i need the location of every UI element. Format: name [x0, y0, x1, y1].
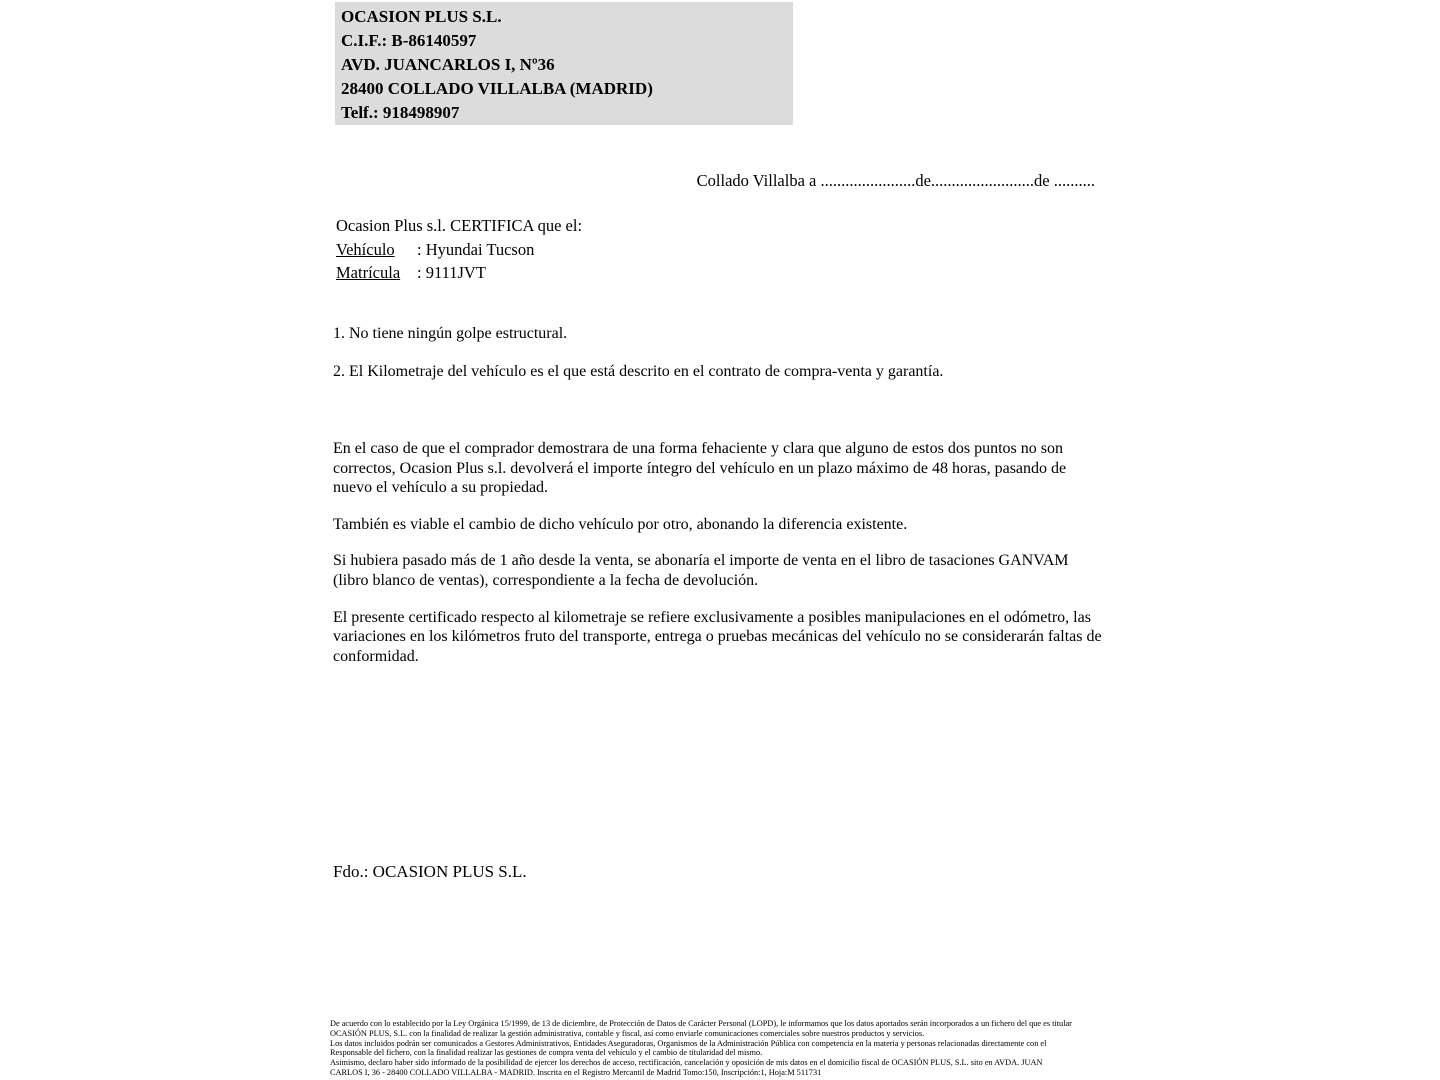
vehicle-value: : Hyundai Tucson — [417, 239, 535, 259]
company-name: OCASION PLUS S.L. — [341, 7, 502, 26]
company-phone: Telf.: 918498907 — [341, 103, 460, 122]
legal-footer-line-3: Los datos incluidos podrán ser comunicados a Gestores Administrativos, Entidades Aseguradoras, Organismos de la Administración Pública con competencia en la materia y personas relacionadas directamente con el — [330, 1038, 1047, 1048]
certification-intro: Ocasion Plus s.l. CERTIFICA que el: — [336, 216, 583, 235]
plate-label: Matrícula — [336, 263, 401, 282]
certified-items — [333, 324, 1108, 382]
terms-paragraph-4: El presente certificado respecto al kilometraje se refiere exclusivamente a posibles manipulaciones en el odómetro, las variaciones en los kilómetros fruto del transporte, entrega o pruebas mecánicas del vehículo no se considerarán faltas de conformidad. — [333, 608, 1102, 665]
date-line: Collado Villalba a .......................de.........................de .......... — [696, 171, 1095, 190]
signature-line: Fdo.: OCASION PLUS S.L. — [333, 862, 527, 881]
company-address: AVD. JUANCARLOS I, Nº36 — [341, 55, 555, 74]
terms-paragraph-2: También es viable el cambio de dicho vehículo por otro, abonando la diferencia existente. — [333, 515, 908, 533]
legal-footer — [330, 1019, 1120, 1078]
certified-item-2: 2. El Kilometraje del vehículo es el que está descrito en el contrato de compra-venta y garantía. — [333, 363, 944, 380]
terms-paragraphs — [333, 439, 1108, 666]
plate-label-box — [336, 261, 417, 285]
certified-item-1: 1. No tiene ningún golpe estructural. — [333, 325, 568, 342]
legal-footer-line-4: Responsable del fichero, con la finalidad realizar las gestiones de compra venta del vehículo y el cambio de titularidad del mismo. — [330, 1048, 763, 1058]
legal-footer-line-5: Asimismo, declaro haber sido informado de la posibilidad de ejercer los derechos de acceso, rectificación, cancelación y oposición de mis datos en el domicilio fiscal de OCASIÓN PLUS, S.L. sito en AVDA. JUAN — [330, 1058, 1043, 1068]
terms-paragraph-1: En el caso de que el comprador demostrara de una forma fehaciente y clara que alguno de estos dos puntos no son correctos, Ocasion Plus s.l. devolverá el importe íntegro del vehículo en un plazo máximo de 48 horas, pasando de nuevo el vehículo a su propiedad. — [333, 440, 1067, 497]
company-cif: C.I.F.: B-86140597 — [341, 31, 477, 50]
certification-block — [336, 214, 582, 285]
legal-footer-line-6: CARLOS I, 36 - 28400 COLLADO VILLALBA - MADRID. Inscrita en el Registro Mercantil de Madrid Tomo:150, Inscripción:1, Hoja:M 511731 — [330, 1067, 822, 1077]
company-header-box — [335, 2, 793, 125]
legal-footer-line-1: De acuerdo con lo establecido por la Ley Orgánica 15/1999, de 13 de diciembre, de Protección de Datos de Carácter Personal (LOPD), le informamos que los datos aportados serán incorporados a un fichero del que es titular — [330, 1019, 1072, 1028]
vehicle-label: Vehículo — [336, 239, 395, 259]
vehicle-label-box — [336, 238, 417, 262]
plate-value: : 9111JVT — [417, 263, 486, 282]
legal-footer-line-2: OCASIÓN PLUS, S.L. con la finalidad de realizar la gestión administrativa, contable y fiscal, así como enviarle comunicaciones comerciales sobre nuestros productos y servicios. — [330, 1028, 925, 1038]
company-city: 28400 COLLADO VILLALBA (MADRID) — [341, 79, 653, 98]
vehicle-row — [336, 238, 582, 262]
terms-paragraph-3: Si hubiera pasado más de 1 año desde la venta, se abonaría el importe de venta en el libro de tasaciones GANVAM (libro blanco de ventas), correspondiente a la fecha de devolución. — [333, 552, 1069, 589]
plate-row — [336, 261, 582, 285]
